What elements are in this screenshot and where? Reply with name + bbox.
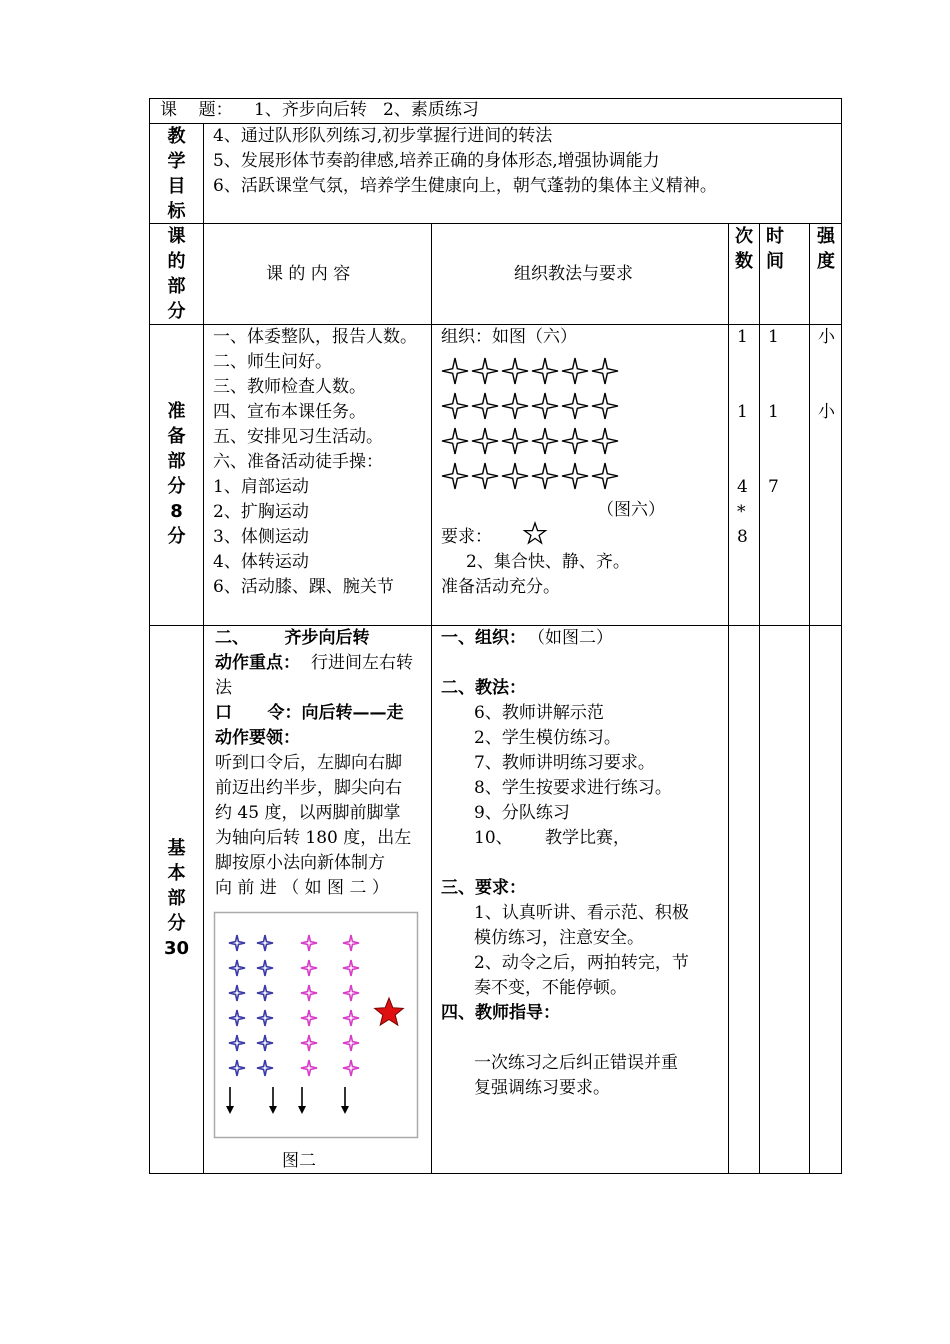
col-divider-part <box>203 123 204 1174</box>
basic-method-item: 6、教师讲解示范 <box>474 703 604 723</box>
student-star-icon <box>301 1035 317 1051</box>
col-head-count: 次 数 <box>735 226 753 272</box>
basic-essentials-line: 听到口令后，左脚向右脚 <box>215 753 402 773</box>
prep-content-line: 三、教师检查人数。 <box>213 377 366 397</box>
col-head-part: 课 的 部 分 <box>167 226 186 322</box>
prep-time: 1 <box>768 402 779 422</box>
topic-value: 1、齐步向后转 2、素质练习 <box>254 100 479 120</box>
objective-item: 6、活跃课堂气氛，培养学生健康向上，朝气蓬勃的集体主义精神。 <box>213 176 717 196</box>
basic-section-label: 基 本 部 分 30 <box>163 838 190 959</box>
basic-essentials-line: 脚按原小法向新体制方 <box>215 853 385 873</box>
student-star-icon <box>442 428 468 454</box>
student-star-icon <box>532 358 558 384</box>
basic-method-item: 2、学生模仿练习。 <box>474 728 621 748</box>
col-head-method: 组织教法与要求 <box>514 264 633 284</box>
student-star-icon <box>472 358 498 384</box>
basic-req-item: 2、动令之后，两拍转完，节 <box>474 953 689 973</box>
prep-time: 1 <box>768 327 779 347</box>
student-star-icon <box>343 1035 359 1051</box>
student-star-icon <box>562 358 588 384</box>
prep-req-label: 要求： <box>441 527 492 547</box>
prep-content-line: 1、肩部运动 <box>213 477 309 497</box>
student-star-icon <box>257 985 273 1001</box>
col-head-time: 时 间 <box>766 226 784 272</box>
student-star-icon <box>502 393 528 419</box>
prep-count: * <box>737 502 746 522</box>
student-star-icon <box>532 393 558 419</box>
prep-section-label: 准 备 部 分 8 分 <box>167 401 186 547</box>
col-divider-count <box>759 223 760 1174</box>
student-star-icon <box>229 1060 245 1076</box>
col-head-intensity: 强 度 <box>817 226 835 272</box>
basic-essentials-line: 向 前 进 （ 如 图 二 ） <box>215 878 389 898</box>
student-star-icon <box>532 428 558 454</box>
basic-essentials-label: 动作要领： <box>215 728 300 748</box>
student-star-icon <box>301 1060 317 1076</box>
student-star-icon <box>257 1060 273 1076</box>
prep-content-line: 3、体侧运动 <box>213 527 309 547</box>
basic-essentials-line: 约 45 度，以两脚前脚掌 <box>215 803 401 823</box>
basic-org-heading: 一、组织： <box>441 628 526 648</box>
student-star-icon <box>472 463 498 489</box>
student-star-icon <box>257 960 273 976</box>
student-star-icon <box>257 1010 273 1026</box>
prep-intensity: 小 <box>818 402 835 422</box>
student-star-icon <box>301 960 317 976</box>
student-star-icon <box>442 393 468 419</box>
objective-item: 5、发展形体节奏韵律感,培养正确的身体形态,增强协调能力 <box>213 151 660 171</box>
prep-content-line: 4、体转运动 <box>213 552 309 572</box>
student-star-icon <box>343 935 359 951</box>
student-star-icon <box>442 463 468 489</box>
basic-req-item: 奏不变，不能停顿。 <box>474 978 627 998</box>
col-head-content: 课 的 内 容 <box>266 264 351 284</box>
student-star-icon <box>592 463 618 489</box>
arrow-down-icon <box>298 1087 306 1114</box>
student-star-icon <box>343 985 359 1001</box>
student-star-icon <box>502 463 528 489</box>
prep-count: 1 <box>737 327 748 347</box>
student-star-icon <box>229 960 245 976</box>
student-star-icon <box>532 463 558 489</box>
student-star-icon <box>257 935 273 951</box>
basic-command: 口 令：向后转——走 <box>215 703 404 723</box>
student-star-icon <box>343 1060 359 1076</box>
basic-method-item: 10、 教学比赛， <box>474 828 631 848</box>
basic-essentials-line: 为轴向后转 180 度，出左 <box>215 828 412 848</box>
basic-method-item: 9、分队练习 <box>474 803 570 823</box>
arrow-down-icon <box>341 1087 349 1114</box>
objective-item: 4、通过队形队列练习,初步掌握行进间的转法 <box>213 126 553 146</box>
student-star-icon <box>343 1010 359 1026</box>
basic-title: 二、 齐步向后转 <box>215 628 370 648</box>
student-star-icon <box>229 935 245 951</box>
table-border-top <box>149 98 842 99</box>
arrow-down-icon <box>269 1087 277 1114</box>
student-star-icon <box>472 393 498 419</box>
basic-guide-heading: 四、教师指导： <box>441 1003 560 1023</box>
figure-six-formation <box>441 352 631 497</box>
student-star-icon <box>257 1035 273 1051</box>
basic-guide-item: 一次练习之后纠正错误并重 <box>474 1053 678 1073</box>
student-star-icon <box>229 1010 245 1026</box>
col-divider-content <box>431 223 432 1174</box>
prep-count: 8 <box>737 527 748 547</box>
arrow-down-icon <box>226 1087 234 1114</box>
table-border-bottom <box>149 1173 842 1174</box>
basic-focus-cont: 法 <box>215 678 232 698</box>
student-star-icon <box>229 985 245 1001</box>
student-star-icon <box>592 358 618 384</box>
prep-content-line: 二、师生问好。 <box>213 352 332 372</box>
student-star-icon <box>562 463 588 489</box>
student-star-icon <box>343 960 359 976</box>
student-star-icon <box>592 393 618 419</box>
prep-content-line: 六、准备活动徒手操： <box>213 452 383 472</box>
student-star-icon <box>502 428 528 454</box>
teacher-star-icon <box>375 998 404 1025</box>
prep-req-item: 准备活动充分。 <box>441 577 560 597</box>
prep-count: 1 <box>737 402 748 422</box>
prep-content-line: 6、活动膝、踝、腕关节 <box>213 577 394 597</box>
student-star-icon <box>301 985 317 1001</box>
basic-focus-label: 动作重点： <box>215 653 300 673</box>
student-star-icon <box>472 428 498 454</box>
basic-guide-item: 复强调练习要求。 <box>474 1078 610 1098</box>
objectives-label: 教 学 目 标 <box>167 126 186 222</box>
prep-content-line: 2、扩胸运动 <box>213 502 309 522</box>
student-star-icon <box>229 1035 245 1051</box>
prep-intensity: 小 <box>818 327 835 347</box>
basic-req-item: 1、认真听讲、看示范、积极 <box>474 903 689 923</box>
prep-content-line: 一、体委整队，报告人数。 <box>213 327 417 347</box>
student-star-icon <box>301 1010 317 1026</box>
figure-two-formation <box>214 912 418 1138</box>
prep-figure-caption: （图六） <box>597 500 665 520</box>
student-star-icon <box>502 358 528 384</box>
basic-req-heading: 三、要求： <box>441 878 526 898</box>
basic-org-text: （如图二） <box>528 628 613 648</box>
basic-figure-caption: 图二 <box>282 1151 316 1171</box>
prep-req-item: 2、集合快、静、齐。 <box>466 552 630 572</box>
student-star-icon <box>301 935 317 951</box>
prep-content-line: 四、宣布本课任务。 <box>213 402 366 422</box>
prep-time: 7 <box>768 477 779 497</box>
basic-method-heading: 二、教法： <box>441 678 526 698</box>
basic-method-item: 7、教师讲明练习要求。 <box>474 753 655 773</box>
prep-org-title: 组织：如图（六） <box>441 327 577 347</box>
basic-essentials-line: 前迈出约半步，脚尖向右 <box>215 778 402 798</box>
student-star-icon <box>442 358 468 384</box>
topic-label: 课 题： <box>160 100 233 120</box>
basic-req-item: 模仿练习，注意安全。 <box>474 928 644 948</box>
student-star-icon <box>592 428 618 454</box>
student-star-icon <box>562 428 588 454</box>
col-divider-time <box>809 223 810 1174</box>
basic-method-item: 8、学生按要求进行练习。 <box>474 778 672 798</box>
col-divider-method <box>728 223 729 1174</box>
outline-star-icon <box>522 521 548 547</box>
basic-focus-text: 行进间左右转 <box>311 653 413 673</box>
student-star-icon <box>562 393 588 419</box>
prep-content-line: 五、安排见习生活动。 <box>213 427 383 447</box>
prep-count: 4 <box>737 477 748 497</box>
